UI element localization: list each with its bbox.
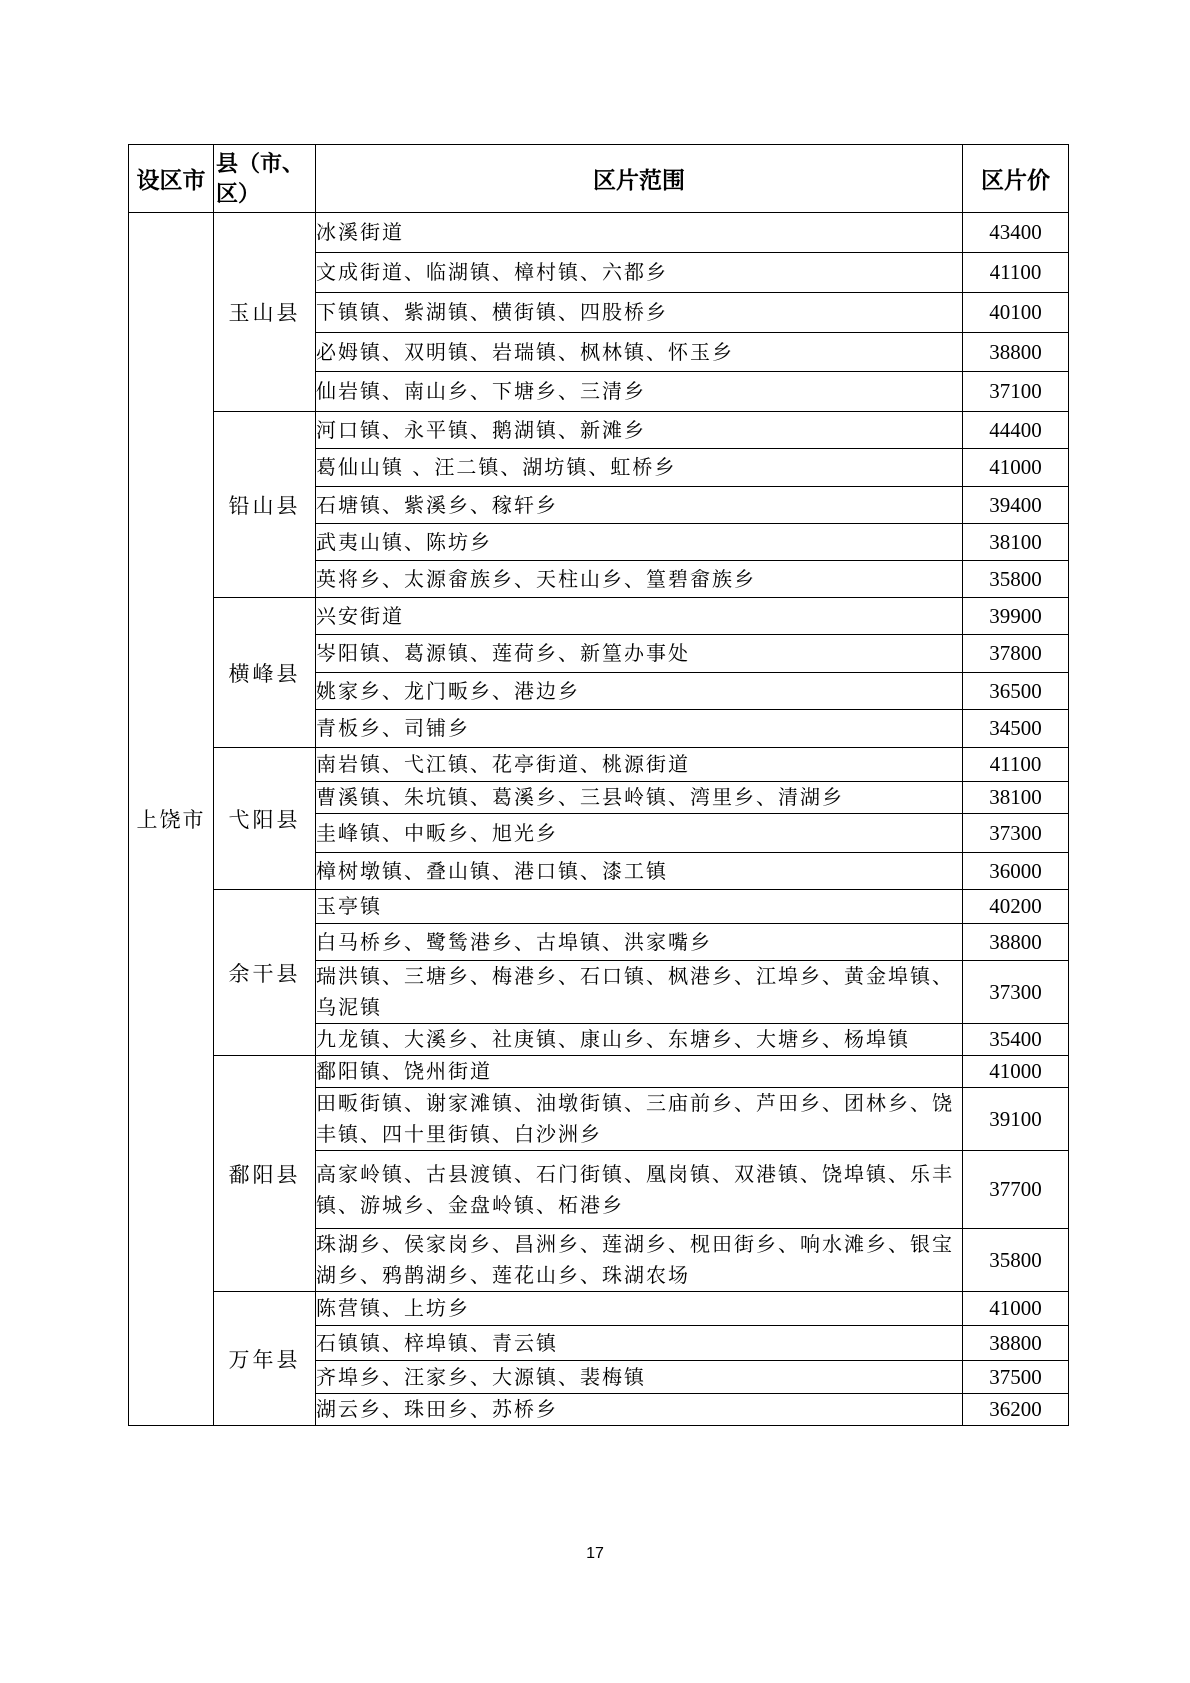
area-cell: 文成街道、临湖镇、樟村镇、六都乡 [316, 253, 963, 293]
county-cell: 弋阳县 [214, 748, 316, 890]
price-cell: 35400 [963, 1024, 1069, 1056]
area-cell: 樟树墩镇、叠山镇、港口镇、漆工镇 [316, 853, 963, 890]
county-cell: 铅山县 [214, 412, 316, 598]
table-body [129, 213, 1069, 1426]
price-cell: 38800 [963, 333, 1069, 372]
area-cell: 九龙镇、大溪乡、社庚镇、康山乡、东塘乡、大塘乡、杨埠镇 [316, 1024, 963, 1056]
price-cell: 36000 [963, 853, 1069, 890]
header-price: 区片价 [963, 145, 1069, 213]
area-cell: 石镇镇、梓埠镇、青云镇 [316, 1326, 963, 1361]
area-cell: 葛仙山镇 、汪二镇、湖坊镇、虹桥乡 [316, 449, 963, 487]
county-cell: 鄱阳县 [214, 1056, 316, 1292]
area-cell: 曹溪镇、朱坑镇、葛溪乡、三县岭镇、湾里乡、清湖乡 [316, 782, 963, 814]
county-cell: 余干县 [214, 890, 316, 1056]
county-cell: 玉山县 [214, 213, 316, 412]
price-cell: 40100 [963, 293, 1069, 333]
price-cell: 35800 [963, 1229, 1069, 1292]
price-cell: 34500 [963, 710, 1069, 748]
area-cell: 仙岩镇、南山乡、下塘乡、三清乡 [316, 372, 963, 412]
header-area: 区片范围 [316, 145, 963, 213]
price-cell: 37100 [963, 372, 1069, 412]
area-cell: 冰溪街道 [316, 213, 963, 253]
table-row [129, 748, 1069, 782]
area-cell: 湖云乡、珠田乡、苏桥乡 [316, 1394, 963, 1426]
county-cell: 万年县 [214, 1292, 316, 1426]
area-cell: 河口镇、永平镇、鹅湖镇、新滩乡 [316, 412, 963, 449]
area-cell: 圭峰镇、中畈乡、旭光乡 [316, 814, 963, 853]
area-cell: 必姆镇、双明镇、岩瑞镇、枫林镇、怀玉乡 [316, 333, 963, 372]
header-city: 设区市 [129, 145, 214, 213]
table-row [129, 890, 1069, 924]
area-cell: 石塘镇、紫溪乡、稼轩乡 [316, 487, 963, 524]
price-cell: 37800 [963, 635, 1069, 673]
header-county: 县（市、区） [214, 145, 316, 213]
price-cell: 41000 [963, 1292, 1069, 1326]
area-cell: 岑阳镇、葛源镇、莲荷乡、新篁办事处 [316, 635, 963, 673]
price-cell: 41000 [963, 1056, 1069, 1088]
price-cell: 37300 [963, 814, 1069, 853]
land-price-table [128, 144, 1069, 1426]
table-row [129, 213, 1069, 253]
price-cell: 38100 [963, 782, 1069, 814]
area-cell: 瑞洪镇、三塘乡、梅港乡、石口镇、枫港乡、江埠乡、黄金埠镇、乌泥镇 [316, 961, 963, 1024]
area-cell: 下镇镇、紫湖镇、横街镇、四股桥乡 [316, 293, 963, 333]
area-cell: 白马桥乡、鹭鸶港乡、古埠镇、洪家嘴乡 [316, 924, 963, 961]
table-row [129, 598, 1069, 635]
price-cell: 40200 [963, 890, 1069, 924]
price-cell: 39900 [963, 598, 1069, 635]
price-cell: 38100 [963, 524, 1069, 561]
area-cell: 陈营镇、上坊乡 [316, 1292, 963, 1326]
page-number: 17 [586, 1545, 604, 1562]
area-cell: 田畈街镇、谢家滩镇、油墩街镇、三庙前乡、芦田乡、团林乡、饶丰镇、四十里街镇、白沙洲乡 [316, 1088, 963, 1151]
price-cell: 39400 [963, 487, 1069, 524]
table-row [129, 412, 1069, 449]
table-header-row [129, 145, 1069, 213]
county-cell: 横峰县 [214, 598, 316, 748]
area-cell: 高家岭镇、古县渡镇、石门街镇、凰岗镇、双港镇、饶埠镇、乐丰镇、游城乡、金盘岭镇、柘港乡 [316, 1151, 963, 1229]
area-cell: 鄱阳镇、饶州街道 [316, 1056, 963, 1088]
price-cell: 44400 [963, 412, 1069, 449]
price-cell: 38800 [963, 1326, 1069, 1361]
price-cell: 43400 [963, 213, 1069, 253]
price-cell: 36200 [963, 1394, 1069, 1426]
price-cell: 41100 [963, 748, 1069, 782]
price-cell: 37500 [963, 1361, 1069, 1394]
area-cell: 姚家乡、龙门畈乡、港边乡 [316, 673, 963, 710]
table-row [129, 1056, 1069, 1088]
area-cell: 青板乡、司铺乡 [316, 710, 963, 748]
price-cell: 38800 [963, 924, 1069, 961]
price-cell: 41000 [963, 449, 1069, 487]
area-cell: 英将乡、太源畲族乡、天柱山乡、篁碧畲族乡 [316, 561, 963, 598]
area-cell: 齐埠乡、汪家乡、大源镇、裴梅镇 [316, 1361, 963, 1394]
price-cell: 36500 [963, 673, 1069, 710]
city-cell: 上饶市 [129, 213, 214, 1426]
price-cell: 37300 [963, 961, 1069, 1024]
area-cell: 兴安街道 [316, 598, 963, 635]
price-cell: 41100 [963, 253, 1069, 293]
area-cell: 南岩镇、弋江镇、花亭街道、桃源街道 [316, 748, 963, 782]
area-cell: 玉亭镇 [316, 890, 963, 924]
price-cell: 39100 [963, 1088, 1069, 1151]
price-cell: 35800 [963, 561, 1069, 598]
price-cell: 37700 [963, 1151, 1069, 1229]
area-cell: 武夷山镇、陈坊乡 [316, 524, 963, 561]
area-cell: 珠湖乡、侯家岗乡、昌洲乡、莲湖乡、枧田街乡、响水滩乡、银宝湖乡、鸦鹊湖乡、莲花山乡、珠湖农场 [316, 1229, 963, 1292]
table-row [129, 1292, 1069, 1326]
